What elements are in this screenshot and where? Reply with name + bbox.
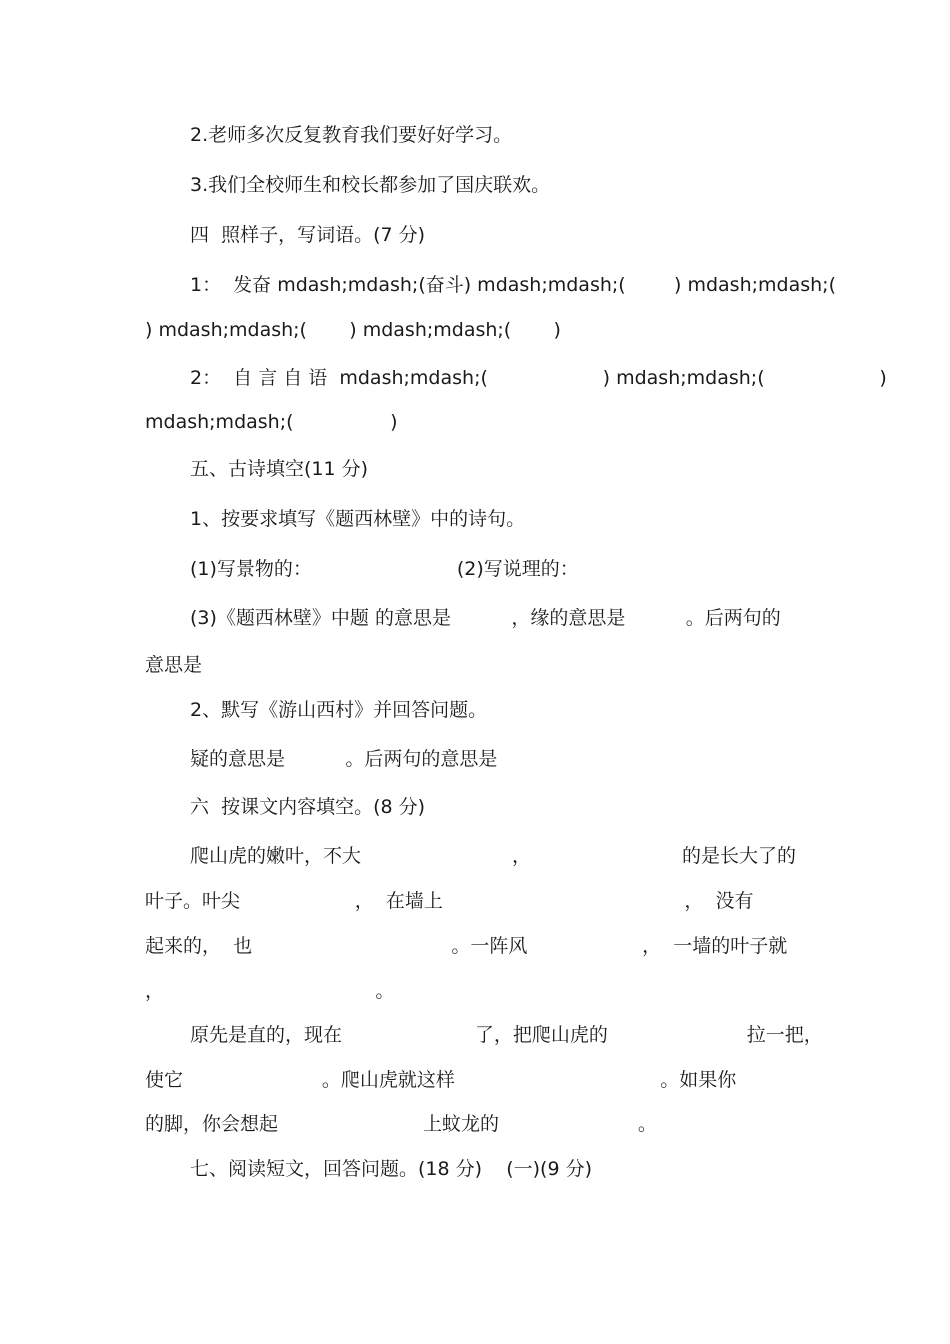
- word-example-1: 1： 发奋 mdash;mdash;(奋斗) mdash;mdash;( ) mdash;mdash;(: [190, 274, 836, 296]
- word-example-1-cont: ) mdash;mdash;( ) mdash;mdash;( ): [145, 319, 561, 341]
- word-example-2-cont: mdash;mdash;( ): [145, 411, 398, 433]
- passage-1-line-4: ， 。: [145, 980, 395, 1002]
- poem-question-2: 2、默写《游山西村》并回答问题。: [190, 699, 488, 721]
- poem-question-1-parts: (1)写景物的： (2)写说理的：: [190, 558, 579, 580]
- passage-1-line-3: 起来的， 也 。一阵风 ， 一墙的叶子就: [145, 935, 788, 957]
- passage-2-line-1: 原先是直的，现在 了，把爬山虎的 拉一把，: [190, 1024, 823, 1046]
- passage-1-line-1: 爬山虎的嫩叶，不大 ， 的是长大了的: [190, 845, 796, 867]
- sentence-3: 3.我们全校师生和校长都参加了国庆联欢。: [190, 174, 551, 196]
- section-5-heading: 五、古诗填空(11 分): [190, 458, 369, 480]
- poem-question-1: 1、按要求填写《题西林壁》中的诗句。: [190, 508, 526, 530]
- sentence-2: 2.老师多次反复教育我们要好好学习。: [190, 124, 513, 146]
- poem-question-1-part-3: (3)《题西林壁》中题 的意思是 ，缘的意思是 。后两句的: [190, 607, 781, 629]
- poem-question-2-meaning: 疑的意思是 。后两句的意思是: [190, 748, 498, 770]
- passage-2-line-3: 的脚，你会想起 上蚊龙的 。: [145, 1113, 657, 1135]
- section-4-heading: 四 照样子，写词语。(7 分): [190, 224, 426, 246]
- passage-2-line-2: 使它 。爬山虎就这样 。如果你: [145, 1069, 737, 1091]
- section-6-heading: 六 按课文内容填空。(8 分): [190, 796, 426, 818]
- word-example-2: 2： 自 言 自 语 mdash;mdash;( ) mdash;mdash;( ): [190, 367, 887, 389]
- passage-1-line-2: 叶子。叶尖 ， 在墙上 ， 没有: [145, 890, 754, 912]
- section-7-heading: 七、阅读短文，回答问题。(18 分) (一)(9 分): [190, 1158, 592, 1180]
- poem-question-1-part-3-cont: 意思是: [145, 654, 203, 676]
